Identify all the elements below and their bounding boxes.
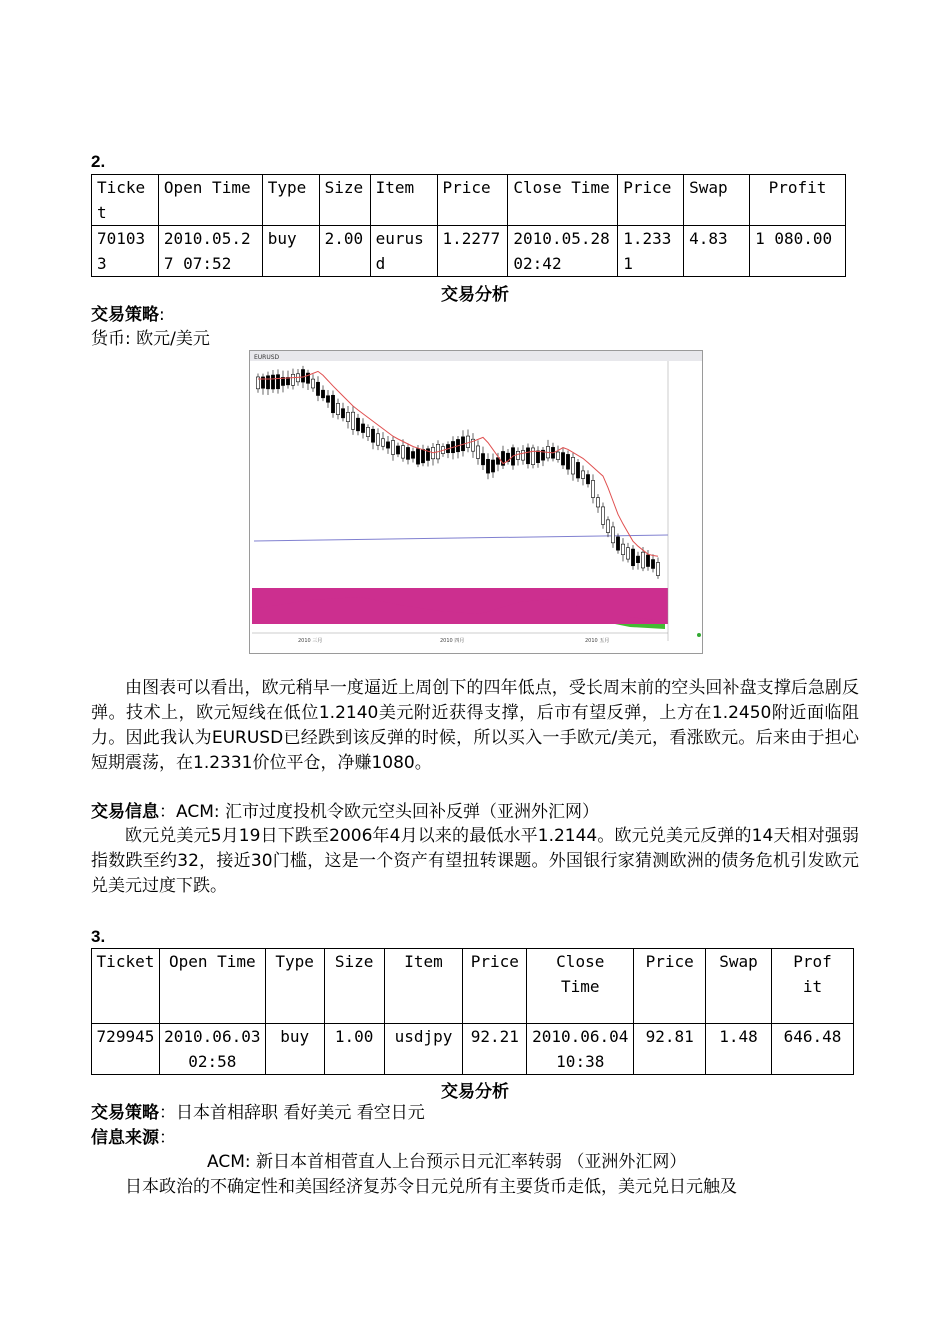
- header-size: Size: [319, 175, 370, 226]
- candle-body: [326, 396, 329, 403]
- candle-body: [526, 448, 529, 464]
- candle-body: [276, 375, 279, 389]
- cell-profit: 646.48: [772, 1024, 854, 1075]
- cell-close-time: 2010.06.04 10:38: [527, 1024, 634, 1075]
- candle-body: [386, 442, 389, 448]
- candle-body: [271, 375, 274, 389]
- info-label: 交易信息: [91, 802, 159, 821]
- candle-body: [591, 480, 594, 497]
- candle-body: [581, 471, 584, 479]
- candle-body: [596, 498, 599, 507]
- candle-body: [291, 374, 294, 385]
- header-type: Type: [262, 175, 319, 226]
- header-close-price: Price: [634, 949, 706, 1024]
- strategy-label: 交易策略: [91, 305, 159, 324]
- candle-body: [561, 453, 564, 465]
- x-label-may: 2010 五月: [585, 638, 610, 644]
- candle-body: [361, 424, 364, 433]
- source-colon: ：: [159, 1128, 176, 1148]
- table-header-row: [92, 175, 846, 226]
- candle-body: [341, 409, 344, 418]
- chart-svg: [250, 351, 702, 653]
- header-type: Type: [265, 949, 324, 1024]
- candle-body: [606, 520, 609, 533]
- candle-body: [481, 454, 484, 465]
- candle-body: [516, 451, 519, 459]
- cell-swap: 1.48: [706, 1024, 772, 1075]
- candle-body: [616, 537, 619, 550]
- candle-body: [331, 395, 334, 412]
- strategy-label: 交易策略: [91, 1103, 159, 1122]
- candle-body: [521, 450, 524, 460]
- candle-body: [656, 562, 659, 575]
- header-size: Size: [324, 949, 384, 1024]
- cell-size: 2.00: [319, 226, 370, 277]
- candle-body: [651, 560, 654, 569]
- candle-body: [391, 441, 394, 455]
- table-row: [92, 1024, 854, 1075]
- status-dot: [697, 633, 701, 637]
- table-header-row: [92, 949, 854, 1024]
- candle-body: [346, 412, 349, 421]
- cell-ticket: 701033: [92, 226, 159, 277]
- candle-body: [336, 403, 339, 414]
- info-title: ：ACM: 汇市过度投机令欧元空头回补反弹（亚洲外汇网）: [159, 802, 599, 822]
- header-swap: Swap: [684, 175, 750, 226]
- candle-body: [416, 449, 419, 464]
- candle-body: [636, 556, 639, 563]
- source-label: 信息来源: [91, 1128, 159, 1147]
- candle-body: [371, 429, 374, 442]
- info-paragraph: 欧元兑美元5月19日下跌至2006年4月以来的最低水平1.2144。欧元兑美元反弹的14天相对强弱指数跌至约32，接近30门槛，这是一个资产有望扭转课题。外国银行家猜测欧洲的债务危机引发欧元兑美元过度下跌。: [91, 826, 859, 896]
- strategy-line-3: [91, 1100, 861, 1126]
- candle-body: [571, 457, 574, 474]
- cell-close-time: 2010.05.28 02:42: [508, 226, 618, 277]
- candle-body: [401, 446, 404, 458]
- candle-body: [411, 452, 414, 459]
- candle-body: [406, 447, 409, 459]
- analysis-title-3: 交易分析: [441, 1082, 509, 1101]
- header-close-time: Close Time: [527, 949, 634, 1024]
- strategy-line-2: [91, 302, 861, 328]
- header-ticket: Ticket: [92, 175, 159, 226]
- candle-body: [356, 418, 359, 431]
- candle-body: [641, 552, 644, 568]
- candle-body: [601, 507, 604, 525]
- candle-body: [531, 448, 534, 465]
- info-line: [91, 799, 861, 825]
- candle-body: [491, 460, 494, 472]
- candle-body: [611, 527, 614, 543]
- cell-swap: 4.83: [684, 226, 750, 277]
- candle-body: [486, 459, 489, 473]
- cell-type: buy: [262, 226, 319, 277]
- cell-open-time: 2010.06.03 02:58: [159, 1024, 265, 1075]
- header-ticket: Ticket: [92, 949, 160, 1024]
- header-open-time: Open Time: [158, 175, 262, 226]
- header-profit: Profit: [750, 175, 846, 226]
- candle-body: [566, 454, 569, 469]
- chart-window-titlebar: [250, 351, 702, 361]
- trade-table-3: [91, 948, 854, 1075]
- candle-body: [301, 370, 304, 383]
- candle-body: [316, 382, 319, 395]
- candle-body: [556, 452, 559, 460]
- cell-close-price: 1.2331: [618, 226, 684, 277]
- cell-profit: 1 080.00: [750, 226, 846, 277]
- section-2-number: 2.: [91, 152, 106, 171]
- analysis-paragraph: 由图表可以看出，欧元稍早一度逼近上周创下的四年低点，受长周末前的空头回补盘支撑后急剧反弹。技术上，欧元短线在低位1.2140美元附近获得支撑，后市有望反弹，上方在1.2450附近面临阻力。因此我认为EURUSD已经跌到该反弹的时候，所以买入一手欧元/美元，看涨欧元。后来由于担心短期震荡，在1.2331价位平仓，净赚1080。: [91, 678, 859, 773]
- support-level-line: [254, 535, 668, 541]
- currency-line: 货币: 欧元/美元: [91, 329, 210, 349]
- cell-price: 1.2277: [437, 226, 508, 277]
- candle-body: [286, 377, 289, 384]
- header-close-time: Close Time: [508, 175, 618, 226]
- chart-title: EURUSD: [254, 354, 280, 361]
- candle-body: [476, 446, 479, 459]
- source-paragraph: 日本政治的不确定性和美国经济复苏令日元兑所有主要货币走低，美元兑日元触及: [125, 1177, 737, 1197]
- trade-table-2: [91, 174, 846, 277]
- header-swap: Swap: [706, 949, 772, 1024]
- header-item: Item: [370, 175, 437, 226]
- analysis-title-2: 交易分析: [441, 285, 509, 304]
- cell-type: buy: [265, 1024, 324, 1075]
- header-item: Item: [384, 949, 463, 1024]
- cell-price: 92.21: [463, 1024, 527, 1075]
- header-profit: Profit: [772, 949, 854, 1024]
- header-price: Price: [463, 949, 527, 1024]
- candle-body: [466, 436, 469, 448]
- cell-item: usdjpy: [384, 1024, 463, 1075]
- x-label-april: 2010 四月: [440, 638, 465, 644]
- cell-item: eurusd: [370, 226, 437, 277]
- candle-body: [366, 427, 369, 436]
- candle-body: [266, 376, 269, 389]
- source-title: ACM: 新日本首相菅直人上台预示日元汇率转弱 （亚洲外汇网）: [207, 1152, 687, 1172]
- candle-body: [621, 544, 624, 555]
- source-line: [91, 1125, 861, 1151]
- header-price: Price: [437, 175, 508, 226]
- candle-body: [381, 439, 384, 447]
- table-row: [92, 226, 846, 277]
- candle-body: [536, 451, 539, 463]
- cell-open-time: 2010.05.27 07:52: [158, 226, 262, 277]
- candle-body: [351, 412, 354, 429]
- candle-body: [586, 475, 589, 484]
- candle-body: [576, 462, 579, 478]
- candle-body: [421, 449, 424, 462]
- strategy-colon: :: [159, 305, 165, 325]
- header-open-time: Open Time: [159, 949, 265, 1024]
- cell-size: 1.00: [324, 1024, 384, 1075]
- header-close-price: Price: [618, 175, 684, 226]
- candle-body: [311, 379, 314, 388]
- cell-close-price: 92.81: [634, 1024, 706, 1075]
- candle-body: [626, 548, 629, 559]
- eurusd-chart: [249, 350, 703, 654]
- candle-body: [631, 549, 634, 566]
- candle-body: [646, 555, 649, 567]
- x-label-march: 2010 三月: [298, 638, 323, 644]
- candle-body: [396, 446, 399, 454]
- candle-body: [321, 390, 324, 398]
- strategy-text: ：日本首相辞职 看好美元 看空日元: [159, 1103, 425, 1123]
- section-3-number: 3.: [91, 927, 106, 946]
- cell-ticket: 729945: [92, 1024, 160, 1075]
- candle-body: [376, 434, 379, 445]
